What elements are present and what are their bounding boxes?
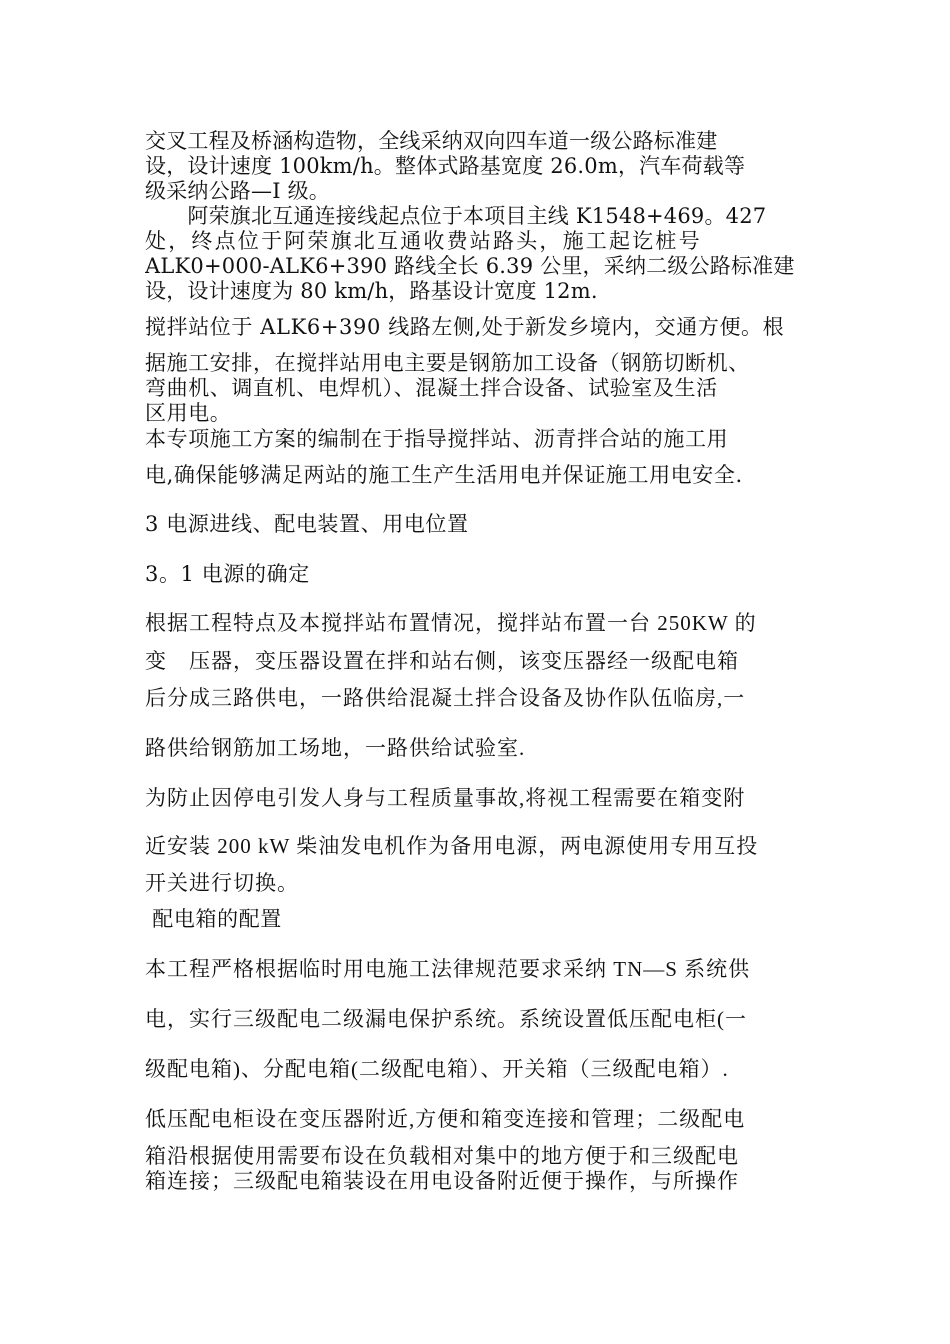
paragraph-2-line-1: 阿荣旗北互通连接线起点位于本项目主线 K1548+469。427 [145, 204, 767, 228]
paragraph-6-line-2: 近安装 200 kW 柴油发电机作为备用电源，两电源使用专用互投 [145, 834, 759, 858]
paragraph-7-line-2: 电，实行三级配电二级漏电保护系统。系统设置低压配电柜(一 [145, 1007, 747, 1031]
paragraph-4-line-1: 本专项施工方案的编制在于指导搅拌站、沥青拌合站的施工用 [145, 427, 729, 451]
paragraph-4-line-2: 电,确保能够满足两站的施工生产生活用电并保证施工用电安全. [145, 463, 743, 487]
paragraph-7-line-1: 本工程严格根据临时用电施工法律规范要求采纳 TN—S 系统供 [145, 957, 751, 981]
paragraph-3-line-2: 据施工安排，在搅拌站用电主要是钢筋加工设备（钢筋切断机、 [145, 351, 750, 375]
paragraph-1-line-3: 级采纳公路—I 级。 [145, 179, 330, 203]
paragraph-1-line-2: 设，设计速度 100km/h。整体式路基宽度 26.0m，汽车荷载等 [145, 154, 746, 178]
paragraph-1-line-1: 交叉工程及桥涵构造物，全线采纳双向四车道一级公路标准建 [145, 129, 718, 153]
paragraph-2-line-3: ALK0+000-ALK6+390 路线全长 6.39 公里，采纳二级公路标准建 [145, 254, 795, 278]
paragraph-6-line-1: 为防止因停电引发人身与工程质量事故,将视工程需要在箱变附 [145, 786, 746, 810]
paragraph-8-line-3: 箱连接；三级配电箱装设在用电设备附近便于操作，与所操作 [145, 1169, 739, 1193]
paragraph-8-line-1: 低压配电柜设在变压器附近,方便和箱变连接和管理；二级配电 [145, 1107, 746, 1131]
paragraph-8-line-2: 箱沿根据使用需要布设在负载相对集中的地方便于和三级配电 [145, 1144, 739, 1168]
paragraph-2-line-2: 处，终点位于阿荣旗北互通收费站路头，施工起讫桩号 [145, 229, 702, 253]
paragraph-5-line-1: 根据工程特点及本搅拌站布置情况，搅拌站布置一台 250KW 的 [145, 611, 757, 635]
paragraph-3-line-4: 区用电。 [145, 401, 232, 425]
paragraph-5-line-3: 后分成三路供电，一路供给混凝土拌合设备及协作队伍临房,一 [145, 686, 746, 710]
paragraph-5-line-2: 变 压器，变压器设置在拌和站右侧，该变压器经一级配电箱 [145, 649, 739, 673]
paragraph-7-line-3: 级配电箱)、分配电箱(二级配电箱）、开关箱（三级配电箱）. [145, 1057, 729, 1081]
paragraph-3-line-1: 搅拌站位于 ALK6+390 线路左侧,处于新发乡境内，交通方便。根 [145, 315, 785, 339]
section-heading-distribution-box: 配电箱的配置 [145, 907, 282, 931]
section-heading-3: 3 电源进线、配电装置、用电位置 [145, 512, 469, 536]
paragraph-6-line-3: 开关进行切换。 [145, 871, 299, 895]
paragraph-5-line-4: 路供给钢筋加工场地，一路供给试验室. [145, 736, 526, 760]
section-heading-3-1: 3。1 电源的确定 [145, 562, 310, 586]
paragraph-3-line-3: 弯曲机、调直机、电焊机）、混凝土拌合设备、试验室及生活 [145, 376, 718, 400]
paragraph-2-line-4: 设，设计速度为 80 km/h，路基设计宽度 12m. [145, 279, 598, 303]
